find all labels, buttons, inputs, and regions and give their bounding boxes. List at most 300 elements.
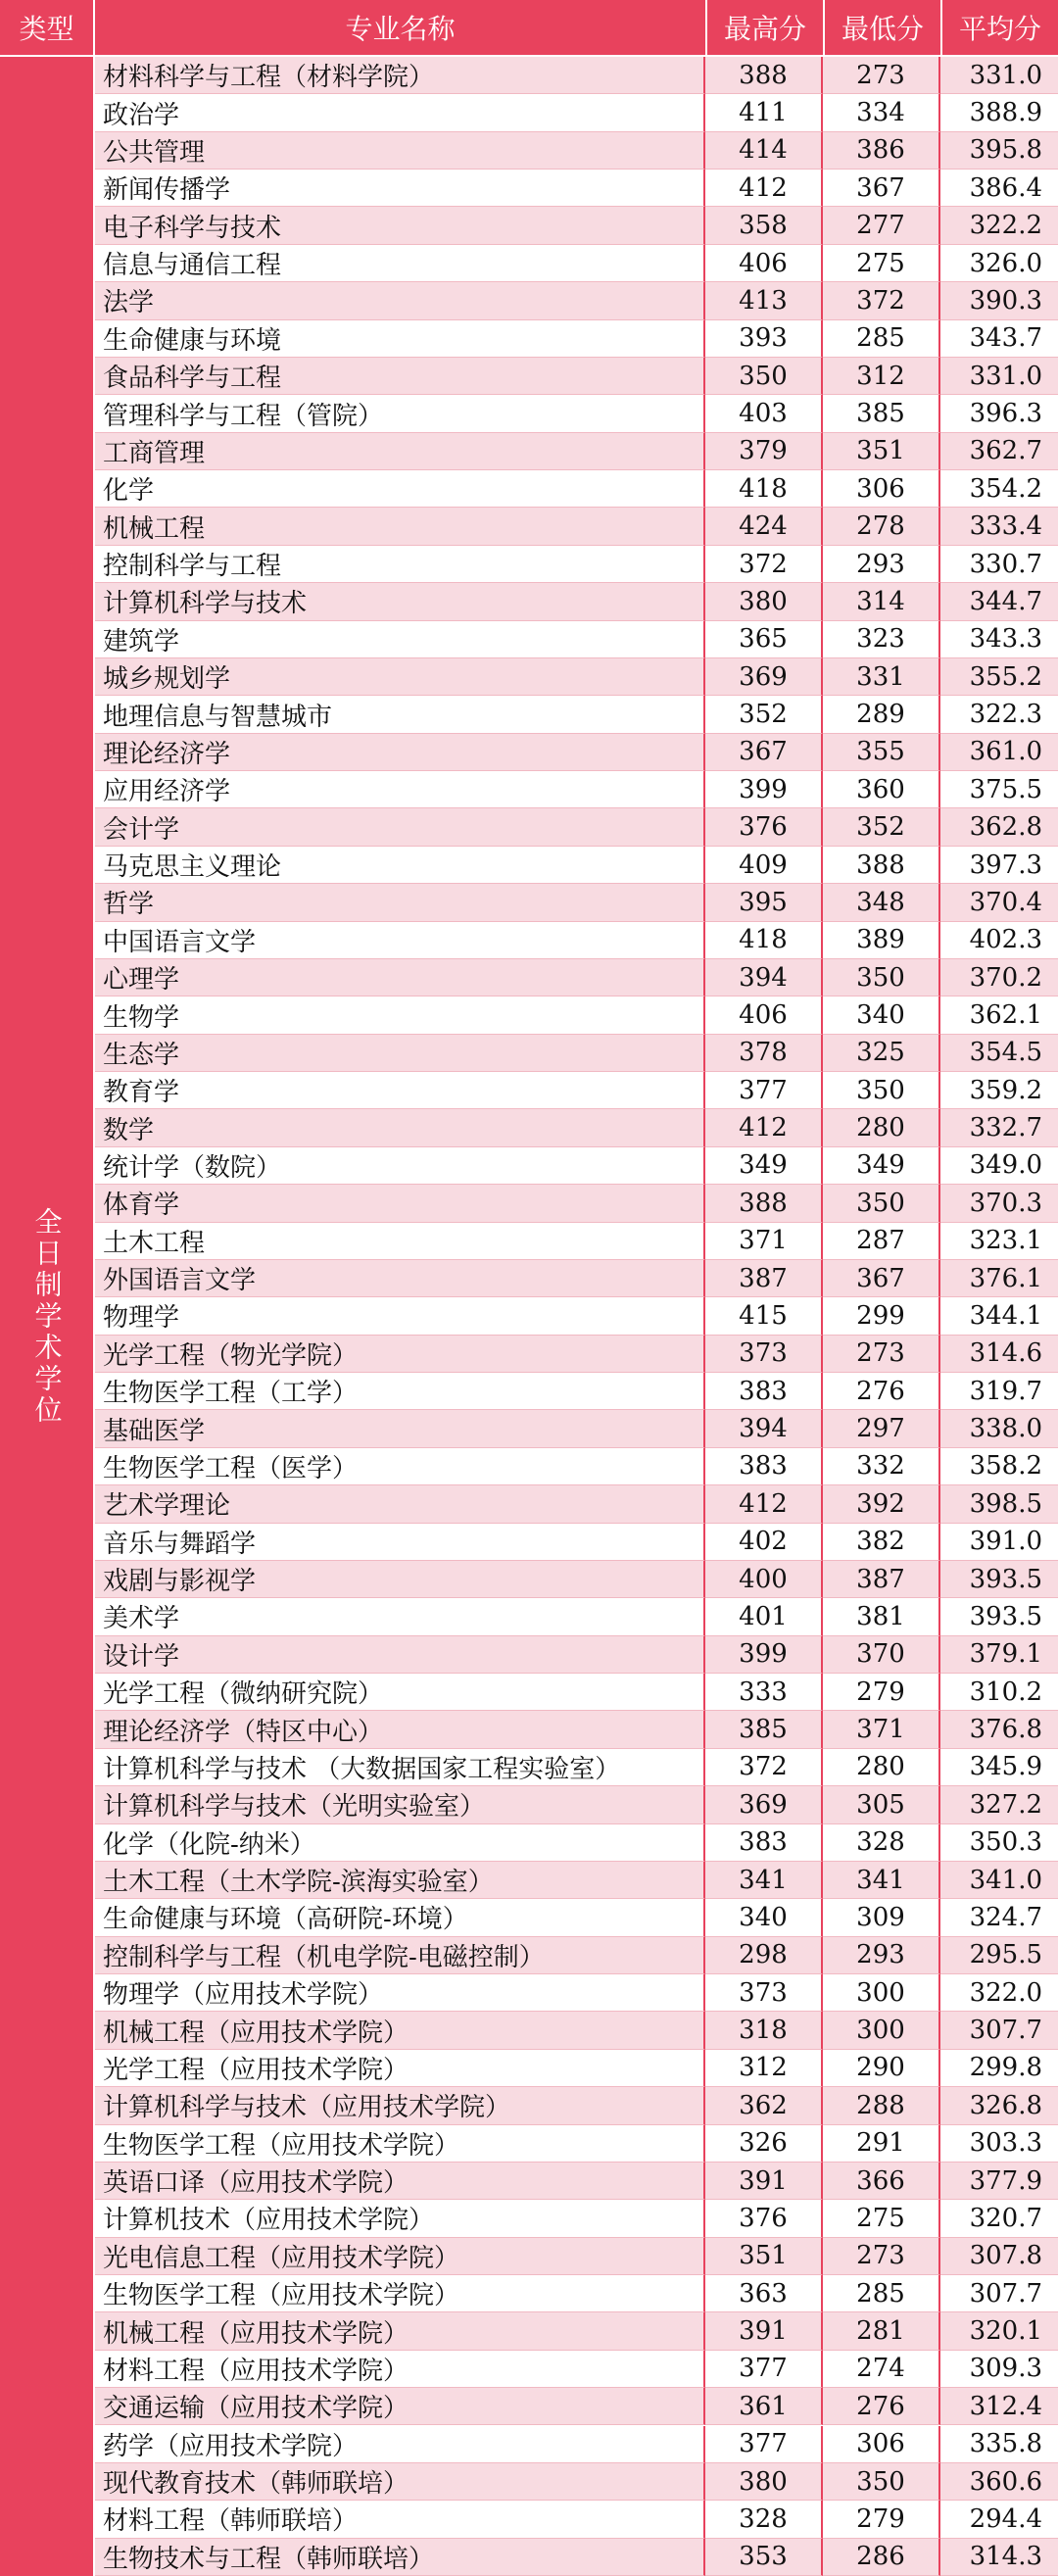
row-name: 计算机技术（应用技术学院） [95,2200,705,2237]
row-name: 中国语言文学 [95,922,705,959]
row-min: 280 [823,1749,940,1786]
row-name: 戏剧与影视学 [95,1561,705,1598]
row-min: 360 [823,771,940,808]
table-row [95,57,1058,94]
table-row [95,207,1058,244]
row-max: 349 [705,1147,823,1185]
row-min: 300 [823,2012,940,2049]
row-min: 381 [823,1598,940,1635]
table-row [95,1297,1058,1335]
table-row [95,2501,1058,2538]
row-avg: 326.0 [940,245,1058,282]
row-avg: 338.0 [940,1410,1058,1447]
table-row [95,470,1058,508]
row-name: 机械工程 [95,508,705,545]
row-name: 生物医学工程（应用技术学院） [95,2125,705,2163]
row-min: 275 [823,2200,940,2237]
table-row [95,808,1058,846]
row-avg: 309.3 [940,2351,1058,2388]
row-min: 332 [823,1448,940,1485]
row-name: 计算机科学与技术 （大数据国家工程实验室） [95,1749,705,1786]
row-max: 376 [705,808,823,846]
row-max: 400 [705,1561,823,1598]
row-min: 366 [823,2163,940,2200]
row-min: 289 [823,696,940,733]
row-name: 现代教育技术（韩师联培） [95,2463,705,2501]
row-avg: 341.0 [940,1862,1058,1899]
row-min: 388 [823,847,940,884]
row-min: 387 [823,1561,940,1598]
row-min: 351 [823,433,940,470]
row-name: 理论经济学 [95,734,705,771]
row-min: 293 [823,546,940,583]
row-avg: 362.1 [940,996,1058,1034]
row-avg: 359.2 [940,1072,1058,1109]
table-row [95,621,1058,658]
table-row [95,996,1058,1034]
table-row [95,132,1058,170]
row-name: 材料工程（应用技术学院） [95,2351,705,2388]
row-max: 363 [705,2275,823,2312]
row-name: 哲学 [95,884,705,921]
row-min: 281 [823,2312,940,2350]
row-max: 352 [705,696,823,733]
row-max: 388 [705,57,823,94]
row-avg: 320.7 [940,2200,1058,2237]
row-min: 367 [823,170,940,207]
row-name: 管理科学与工程（管院） [95,395,705,432]
row-min: 385 [823,395,940,432]
row-min: 370 [823,1636,940,1674]
row-max: 333 [705,1674,823,1711]
row-name: 土木工程（土木学院-滨海实验室） [95,1862,705,1899]
row-min: 355 [823,734,940,771]
row-name: 美术学 [95,1598,705,1635]
row-min: 306 [823,2426,940,2463]
row-min: 341 [823,1862,940,1899]
row-min: 367 [823,1260,940,1297]
header-avg: 平均分 [942,0,1058,55]
row-avg: 335.8 [940,2426,1058,2463]
row-avg: 398.5 [940,1485,1058,1523]
row-avg: 303.3 [940,2125,1058,2163]
row-max: 372 [705,546,823,583]
row-avg: 370.3 [940,1185,1058,1222]
row-max: 372 [705,1749,823,1786]
row-avg: 396.3 [940,395,1058,432]
row-avg: 314.6 [940,1336,1058,1373]
row-avg: 397.3 [940,847,1058,884]
header-max: 最高分 [707,0,823,55]
table-row [95,1448,1058,1485]
row-name: 体育学 [95,1185,705,1222]
table-row [95,959,1058,996]
table-row [95,2539,1058,2576]
row-max: 412 [705,170,823,207]
row-max: 409 [705,847,823,884]
row-min: 309 [823,1899,940,1936]
row-min: 273 [823,1336,940,1373]
table-row [95,1974,1058,2012]
row-avg: 331.0 [940,358,1058,395]
row-min: 392 [823,1485,940,1523]
row-name: 应用经济学 [95,771,705,808]
row-avg: 310.2 [940,1674,1058,1711]
row-max: 383 [705,1824,823,1862]
row-max: 298 [705,1937,823,1974]
row-name: 城乡规划学 [95,658,705,696]
row-avg: 370.4 [940,884,1058,921]
row-min: 305 [823,1786,940,1823]
row-name: 基础医学 [95,1410,705,1447]
row-avg: 377.9 [940,2163,1058,2200]
row-min: 352 [823,808,940,846]
row-max: 393 [705,320,823,358]
row-avg: 319.7 [940,1373,1058,1410]
table-row [95,1937,1058,1974]
table-row [95,2275,1058,2312]
row-name: 生态学 [95,1035,705,1072]
row-max: 415 [705,1297,823,1335]
row-name: 光学工程（微纳研究院） [95,1674,705,1711]
row-min: 297 [823,1410,940,1447]
row-avg: 393.5 [940,1561,1058,1598]
row-avg: 343.7 [940,320,1058,358]
row-max: 424 [705,508,823,545]
row-name: 材料科学与工程（材料学院） [95,57,705,94]
row-min: 371 [823,1711,940,1748]
row-max: 402 [705,1524,823,1561]
row-name: 新闻传播学 [95,170,705,207]
row-name: 生物技术与工程（韩师联培） [95,2539,705,2576]
table-row [95,2050,1058,2087]
row-max: 341 [705,1862,823,1899]
row-max: 391 [705,2163,823,2200]
row-min: 348 [823,884,940,921]
row-min: 287 [823,1223,940,1260]
row-min: 285 [823,2275,940,2312]
header-type: 类型 [0,0,93,55]
row-name: 计算机科学与技术（光明实验室） [95,1786,705,1823]
row-max: 365 [705,621,823,658]
row-avg: 332.7 [940,1109,1058,1146]
row-max: 403 [705,395,823,432]
row-min: 299 [823,1297,940,1335]
row-max: 351 [705,2238,823,2275]
table-row [95,583,1058,620]
row-name: 教育学 [95,1072,705,1109]
row-min: 340 [823,996,940,1034]
row-name: 设计学 [95,1636,705,1674]
row-name: 生命健康与环境（高研院-环境） [95,1899,705,1936]
row-avg: 354.2 [940,470,1058,508]
row-avg: 390.3 [940,282,1058,319]
table-row [95,508,1058,545]
row-avg: 307.7 [940,2275,1058,2312]
row-name: 政治学 [95,94,705,131]
table-row [95,2238,1058,2275]
row-max: 383 [705,1373,823,1410]
row-min: 279 [823,2501,940,2538]
row-max: 379 [705,433,823,470]
table-row [95,1410,1058,1447]
row-max: 377 [705,1072,823,1109]
row-min: 350 [823,1072,940,1109]
row-avg: 299.8 [940,2050,1058,2087]
row-max: 312 [705,2050,823,2087]
row-avg: 391.0 [940,1524,1058,1561]
row-max: 418 [705,922,823,959]
row-max: 377 [705,2351,823,2388]
row-min: 293 [823,1937,940,1974]
table-row [95,1824,1058,1862]
row-max: 401 [705,1598,823,1635]
row-avg: 294.4 [940,2501,1058,2538]
row-min: 300 [823,1974,940,2012]
row-min: 273 [823,57,940,94]
row-min: 312 [823,358,940,395]
row-name: 外国语言文学 [95,1260,705,1297]
row-name: 机械工程（应用技术学院） [95,2012,705,2049]
row-avg: 326.8 [940,2087,1058,2124]
table-row [95,1598,1058,1635]
table-row [95,847,1058,884]
row-max: 380 [705,583,823,620]
row-name: 建筑学 [95,621,705,658]
row-name: 化学（化院-纳米） [95,1824,705,1862]
row-min: 273 [823,2238,940,2275]
row-avg: 344.7 [940,583,1058,620]
row-max: 326 [705,2125,823,2163]
table-row [95,922,1058,959]
row-avg: 395.8 [940,132,1058,170]
row-avg: 376.1 [940,1260,1058,1297]
table-row [95,1109,1058,1146]
table-row [95,2087,1058,2124]
row-name: 计算机科学与技术 [95,583,705,620]
table-row [95,358,1058,395]
row-name: 英语口译（应用技术学院） [95,2163,705,2200]
row-max: 406 [705,245,823,282]
row-avg: 402.3 [940,922,1058,959]
table-row [95,2200,1058,2237]
table-header [0,0,1058,55]
row-max: 358 [705,207,823,244]
row-min: 290 [823,2050,940,2087]
row-min: 275 [823,245,940,282]
table-row [95,1561,1058,1598]
row-avg: 345.9 [940,1749,1058,1786]
row-avg: 386.4 [940,170,1058,207]
row-avg: 379.1 [940,1636,1058,1674]
row-max: 399 [705,1636,823,1674]
row-avg: 323.1 [940,1223,1058,1260]
row-max: 391 [705,2312,823,2350]
row-avg: 370.2 [940,959,1058,996]
row-name: 机械工程（应用技术学院） [95,2312,705,2350]
row-min: 323 [823,621,940,658]
row-name: 信息与通信工程 [95,245,705,282]
row-min: 278 [823,508,940,545]
row-name: 心理学 [95,959,705,996]
row-avg: 349.0 [940,1147,1058,1185]
row-name: 音乐与舞蹈学 [95,1524,705,1561]
row-avg: 343.3 [940,621,1058,658]
table-row [95,433,1058,470]
row-max: 378 [705,1035,823,1072]
row-name: 生物医学工程（应用技术学院） [95,2275,705,2312]
row-avg: 330.7 [940,546,1058,583]
row-max: 362 [705,2087,823,2124]
row-max: 373 [705,1336,823,1373]
row-avg: 307.8 [940,2238,1058,2275]
table-row [95,1636,1058,1674]
row-avg: 393.5 [940,1598,1058,1635]
table-row [95,2312,1058,2350]
row-avg: 376.8 [940,1711,1058,1748]
row-avg: 322.0 [940,1974,1058,2012]
row-min: 386 [823,132,940,170]
table-row [95,1147,1058,1185]
row-min: 334 [823,94,940,131]
table-row [95,884,1058,921]
table-row [95,94,1058,131]
row-name: 材料工程（韩师联培） [95,2501,705,2538]
row-name: 工商管理 [95,433,705,470]
row-max: 406 [705,996,823,1034]
row-max: 376 [705,2200,823,2237]
row-min: 314 [823,583,940,620]
row-max: 394 [705,1410,823,1447]
header-min: 最低分 [825,0,940,55]
row-min: 276 [823,2388,940,2425]
row-avg: 360.6 [940,2463,1058,2501]
row-avg: 295.5 [940,1937,1058,1974]
table-row [95,1373,1058,1410]
row-name: 理论经济学（特区中心） [95,1711,705,1748]
table-row [95,1862,1058,1899]
row-max: 380 [705,2463,823,2501]
row-avg: 358.2 [940,1448,1058,1485]
row-name: 光学工程（物光学院） [95,1336,705,1373]
table-row [95,1711,1058,1748]
row-avg: 331.0 [940,57,1058,94]
table-row [95,2463,1058,2501]
row-min: 285 [823,320,940,358]
table-row [95,282,1058,319]
table-row [95,1899,1058,1936]
row-max: 377 [705,2426,823,2463]
row-avg: 355.2 [940,658,1058,696]
row-avg: 314.3 [940,2539,1058,2576]
row-max: 385 [705,1711,823,1748]
row-max: 395 [705,884,823,921]
row-avg: 344.1 [940,1297,1058,1335]
row-name: 物理学（应用技术学院） [95,1974,705,2012]
row-max: 414 [705,132,823,170]
row-name: 化学 [95,470,705,508]
row-name: 马克思主义理论 [95,847,705,884]
row-name: 光学工程（应用技术学院） [95,2050,705,2087]
row-min: 372 [823,282,940,319]
header-name: 专业名称 [95,0,705,55]
row-avg: 327.2 [940,1786,1058,1823]
row-min: 306 [823,470,940,508]
row-min: 350 [823,959,940,996]
row-max: 367 [705,734,823,771]
table-row [95,771,1058,808]
row-max: 361 [705,2388,823,2425]
row-avg: 312.4 [940,2388,1058,2425]
row-avg: 320.1 [940,2312,1058,2350]
row-name: 控制科学与工程（机电学院-电磁控制） [95,1937,705,1974]
row-name: 控制科学与工程 [95,546,705,583]
row-max: 353 [705,2539,823,2576]
row-avg: 333.4 [940,508,1058,545]
row-max: 412 [705,1109,823,1146]
row-name: 药学（应用技术学院） [95,2426,705,2463]
row-avg: 362.7 [940,433,1058,470]
row-name: 生物学 [95,996,705,1034]
table-row [95,696,1058,733]
row-max: 369 [705,1786,823,1823]
row-max: 340 [705,1899,823,1936]
row-name: 统计学（数院） [95,1147,705,1185]
row-min: 277 [823,207,940,244]
table-row [95,2125,1058,2163]
row-min: 286 [823,2539,940,2576]
row-name: 光电信息工程（应用技术学院） [95,2238,705,2275]
table-row [95,1749,1058,1786]
table-row [95,170,1058,207]
row-min: 350 [823,1185,940,1222]
table-row [95,1260,1058,1297]
table-row [95,245,1058,282]
row-avg: 388.9 [940,94,1058,131]
row-name: 食品科学与工程 [95,358,705,395]
row-max: 399 [705,771,823,808]
row-min: 389 [823,922,940,959]
row-name: 数学 [95,1109,705,1146]
table-row [95,1674,1058,1711]
row-name: 公共管理 [95,132,705,170]
category-cell [0,57,93,2576]
row-avg: 324.7 [940,1899,1058,1936]
row-avg: 361.0 [940,734,1058,771]
row-min: 280 [823,1109,940,1146]
row-avg: 322.2 [940,207,1058,244]
row-max: 318 [705,2012,823,2049]
row-avg: 354.5 [940,1035,1058,1072]
table-row [95,1524,1058,1561]
row-max: 369 [705,658,823,696]
row-max: 383 [705,1448,823,1485]
row-name: 物理学 [95,1297,705,1335]
row-name: 电子科学与技术 [95,207,705,244]
row-max: 412 [705,1485,823,1523]
table-row [95,1786,1058,1823]
row-name: 交通运输（应用技术学院） [95,2388,705,2425]
row-name: 土木工程 [95,1223,705,1260]
row-avg: 350.3 [940,1824,1058,1862]
category-label: 全日制学术学位 [30,1206,64,1427]
table-row [95,2388,1058,2425]
table-row [95,1185,1058,1222]
table-row [95,320,1058,358]
row-max: 328 [705,2501,823,2538]
table-row [95,546,1058,583]
row-max: 411 [705,94,823,131]
